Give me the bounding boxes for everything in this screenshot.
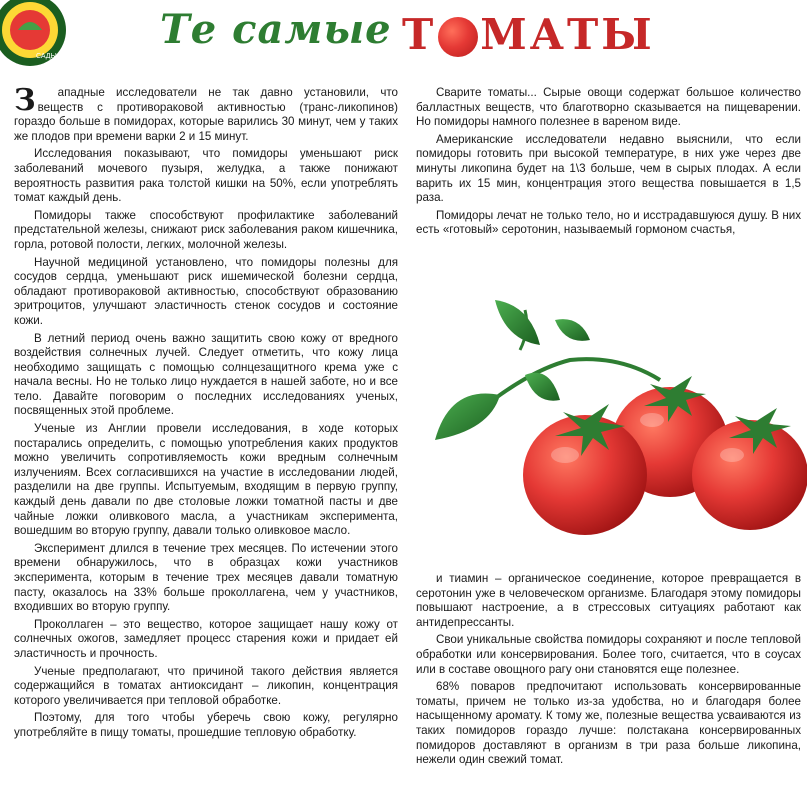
title-rest: МАТЫ	[480, 10, 655, 59]
drop-cap: З	[14, 83, 36, 118]
paragraph: Ученые из Англии провели исследования, в ходе которых постарались определить, с помощью употребления каких продуктов можно увеличить сопротивляемость кожи вредным солнечным излучениям. Всех согласившихся на участие в исследовании людей, разделили на две группы. Испытуемым, входящим в первую группу, каждый день давали по две столовые ложки томатной пасты и две чайные ложки оливкового масла, а участникам эксперимента, вошедшим во вторую группу, давали только оливковое масло.	[14, 422, 398, 538]
tomatoes-photo	[420, 290, 807, 565]
paragraph: Научной медициной установлено, что помидоры полезны для сосудов сердца, уменьшают риск ишемической болезни сердца, обладают противораковой активностью, способствуют образованию эритроцитов, улучшают эластичность стенок сосудов и состояние кожи.	[14, 255, 398, 327]
paragraph: и тиамин – органическое соединение, которое превращается в серотонин уже в человеческом организме. Благодаря этому помидоры повышают настроение, а в стрессовых ситуациях работают как антидепрессанты.	[416, 572, 801, 629]
right-column-bottom	[416, 572, 801, 771]
paragraph: Исследования показывают, что помидоры уменьшают риск заболеваний мочевого пузыря, желудка, а также понижают вероятность развития рака толстой кишки на 50%, если употреблять томат каждый день.	[14, 147, 398, 205]
left-column	[14, 83, 398, 744]
leaf-icon	[435, 393, 500, 440]
leaf-icon	[495, 300, 540, 345]
paragraph: В летний период очень важно защитить свою кожу от вредного воздействия солнечных лучей. Следует отметить, что кожу лица необходимо защищать с помощью солнцезащитного крема уже с начала весны. Но не только лицо нуждается в нашей заботе, но и все тело. Давайте поговорим о последних исследованиях ученых, посвященных этой проблеме.	[14, 331, 398, 418]
paragraph: З ападные исследователи не так давно установили, что веществ с противораковой активностью (транс-ликопинов) гораздо больше в помидорах, которые варились 30 минут, чем у таких же плодов при времени варки 2 и 15 минут.	[14, 86, 398, 144]
logo-text: САДЫ ГОРОДЫ РОССИИ	[36, 53, 121, 60]
paragraph: Помидоры также способствуют профилактике заболеваний предстательной железы, снижают риск заболевания раком кишечника, горла, ротовой полости, легких, молочной железы.	[14, 208, 398, 251]
paragraph: Помидоры лечат не только тело, но и исстрадавшуюся душу. В них есть «готовый» серотонин, называемый гормоном счастья,	[416, 208, 801, 237]
paragraph: Ученые предполагают, что причиной такого действия является содержащийся в томатах антиоксидант – ликопин, концентрация которого увеличивается при тепловой обработке.	[14, 664, 398, 707]
leaf-icon	[555, 319, 590, 341]
paragraph: Свои уникальные свойства помидоры сохраняют и после тепловой обработки или консервирования. Более того, считается, что в соусах или в составе овощного рагу они становятся еще полезнее.	[416, 633, 801, 676]
title-script: Те самые	[160, 6, 392, 53]
right-column-top	[416, 86, 801, 241]
magazine-logo-icon	[0, 0, 121, 70]
leaf-icon	[525, 373, 560, 401]
title-bold	[402, 10, 655, 59]
paragraph: Проколлаген – это вещество, которое защищает нашу кожу от солнечных ожогов, замедляет процесс старения кожи и придает ей эластичность и прочность.	[14, 617, 398, 660]
paragraph: Поэтому, для того чтобы уберечь свою кожу, регулярно употребляйте в пищу томаты, прошедшие тепловую обработку.	[14, 711, 398, 739]
paragraph: Эксперимент длился в течение трех месяцев. По истечении этого времени обнаружилось, что в образцах кожи участников эксперимента, которым в течение трех месяцев давали томатную пасту, оказалось на 33% больше проколлагена, чем у участников, входивших во вторую группу.	[14, 541, 398, 614]
paragraph: Американские исследователи недавно выяснили, что если помидоры готовить при высокой температуре, в них уже через две минуты ликопина будет на 1\3 больше, чем в сырых плодах. А если варить их 15 мин, концентрация этого вещества повышается в 1,5 раза.	[416, 132, 801, 205]
paragraph: Сварите томаты... Сырые овощи содержат большое количество балластных веществ, что благотворно сказывается на пищеварении. Но помидоры намного полезнее в вареном виде.	[416, 86, 801, 129]
paragraph: 68% поваров предпочитают использовать консервированные томаты, причем не только из-за удобства, но и благодаря более насыщенному аромату. К тому же, полезные вещества усваиваются из таких помидоров гораздо лучше: полстакана консервированных помидоров доставляют в организм в три раза больше ликопина, нежели один свежий томат.	[416, 680, 801, 767]
title-letter: Т	[402, 10, 437, 59]
tomato-letter-o-icon	[438, 17, 478, 57]
